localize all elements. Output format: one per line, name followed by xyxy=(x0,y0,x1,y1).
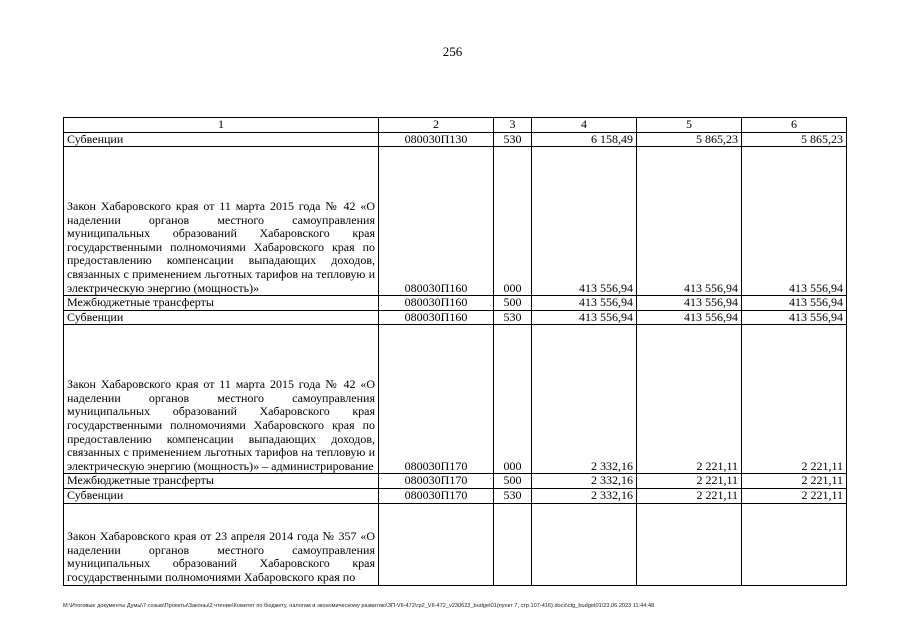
row-description: Межбюджетные трансферты xyxy=(64,296,379,311)
row-value-col6: 2 221,11 xyxy=(742,488,847,503)
row-description: Межбюджетные трансферты xyxy=(64,474,379,489)
row-expense-type: 000 xyxy=(494,147,532,296)
row-value-col5: 413 556,94 xyxy=(637,310,742,325)
row-value-col5: 413 556,94 xyxy=(637,147,742,296)
table-row xyxy=(64,503,847,585)
header-cell-5: 5 xyxy=(637,118,742,133)
row-description: Закон Хабаровского края от 11 марта 2015 года № 42 «О наделении органов местного самоуправления муниципальных образований Хабаровского края государственными полномочиями Хабаровского края по предоставлению компенсации выпадающих доходов, связанных с применением льготных тарифов на тепловую и электрическую энергию (мощность)» xyxy=(64,147,379,296)
budget-table xyxy=(63,117,847,586)
row-expense-type: 000 xyxy=(494,325,532,474)
row-value-col6 xyxy=(742,503,847,585)
row-expense-type: 530 xyxy=(494,310,532,325)
row-target-code: 080030П170 xyxy=(379,325,494,474)
row-value-col6: 413 556,94 xyxy=(742,147,847,296)
row-expense-type xyxy=(494,503,532,585)
row-value-col6: 2 221,11 xyxy=(742,325,847,474)
table-row xyxy=(64,132,847,147)
table-header-row xyxy=(64,118,847,133)
page-number: 256 xyxy=(442,44,463,59)
row-value-col4: 6 158,49 xyxy=(532,132,637,147)
row-expense-type: 530 xyxy=(494,488,532,503)
row-value-col5: 2 221,11 xyxy=(637,488,742,503)
row-value-col4: 413 556,94 xyxy=(532,296,637,311)
row-value-col4 xyxy=(532,503,637,585)
table-row xyxy=(64,310,847,325)
row-description: Закон Хабаровского края от 11 марта 2015 года № 42 «О наделении органов местного самоуправления муниципальных образований Хабаровского края государственными полномочиями Хабаровского края по предоставлению компенсации выпадающих доходов, связанных с применением льготных тарифов на тепловую и электрическую энергию (мощность)» – администрирование xyxy=(64,325,379,474)
header-cell-6: 6 xyxy=(742,118,847,133)
row-target-code: 080030П170 xyxy=(379,488,494,503)
row-expense-type: 530 xyxy=(494,132,532,147)
row-value-col6: 2 221,11 xyxy=(742,474,847,489)
table-row xyxy=(64,325,847,474)
row-value-col5: 5 865,23 xyxy=(637,132,742,147)
row-value-col5: 2 221,11 xyxy=(637,474,742,489)
row-expense-type: 500 xyxy=(494,474,532,489)
row-value-col4: 2 332,16 xyxy=(532,325,637,474)
row-expense-type: 500 xyxy=(494,296,532,311)
row-value-col4: 413 556,94 xyxy=(532,147,637,296)
row-target-code: 080030П130 xyxy=(379,132,494,147)
row-description: Субвенции xyxy=(64,488,379,503)
header-cell-3: 3 xyxy=(494,118,532,133)
header-cell-1: 1 xyxy=(64,118,379,133)
row-target-code: 080030П160 xyxy=(379,147,494,296)
row-value-col6: 413 556,94 xyxy=(742,296,847,311)
row-target-code: 080030П160 xyxy=(379,310,494,325)
row-value-col5: 413 556,94 xyxy=(637,296,742,311)
row-value-col4: 2 332,16 xyxy=(532,488,637,503)
header-cell-2: 2 xyxy=(379,118,494,133)
document-file-path: M:\Итоговые документы Думы\7 созыв\Проекты\Законы\2 чтение\Комитет по бюджету, налогам и экономическому развитию\ЗП-VII-472\гр2_VII-472_v230623_budget01(пункт 7, стр.107-416).docx\ctg_budget01\23.06.2023 11:44:48 xyxy=(63,603,655,609)
table-row xyxy=(64,474,847,489)
row-target-code xyxy=(379,503,494,585)
row-description: Субвенции xyxy=(64,310,379,325)
row-target-code: 080030П160 xyxy=(379,296,494,311)
row-value-col4: 2 332,16 xyxy=(532,474,637,489)
row-description: Закон Хабаровского края от 23 апреля 2014 года № 357 «О наделении органов местного самоуправления муниципальных образований Хабаровского края государственными полномочиями Хабаровского края по xyxy=(64,503,379,585)
row-value-col6: 413 556,94 xyxy=(742,310,847,325)
header-cell-4: 4 xyxy=(532,118,637,133)
row-value-col6: 5 865,23 xyxy=(742,132,847,147)
row-value-col5: 2 221,11 xyxy=(637,325,742,474)
table-row xyxy=(64,296,847,311)
row-target-code: 080030П170 xyxy=(379,474,494,489)
table-row xyxy=(64,147,847,296)
row-value-col5 xyxy=(637,503,742,585)
table-row xyxy=(64,488,847,503)
row-description: Субвенции xyxy=(64,132,379,147)
row-value-col4: 413 556,94 xyxy=(532,310,637,325)
